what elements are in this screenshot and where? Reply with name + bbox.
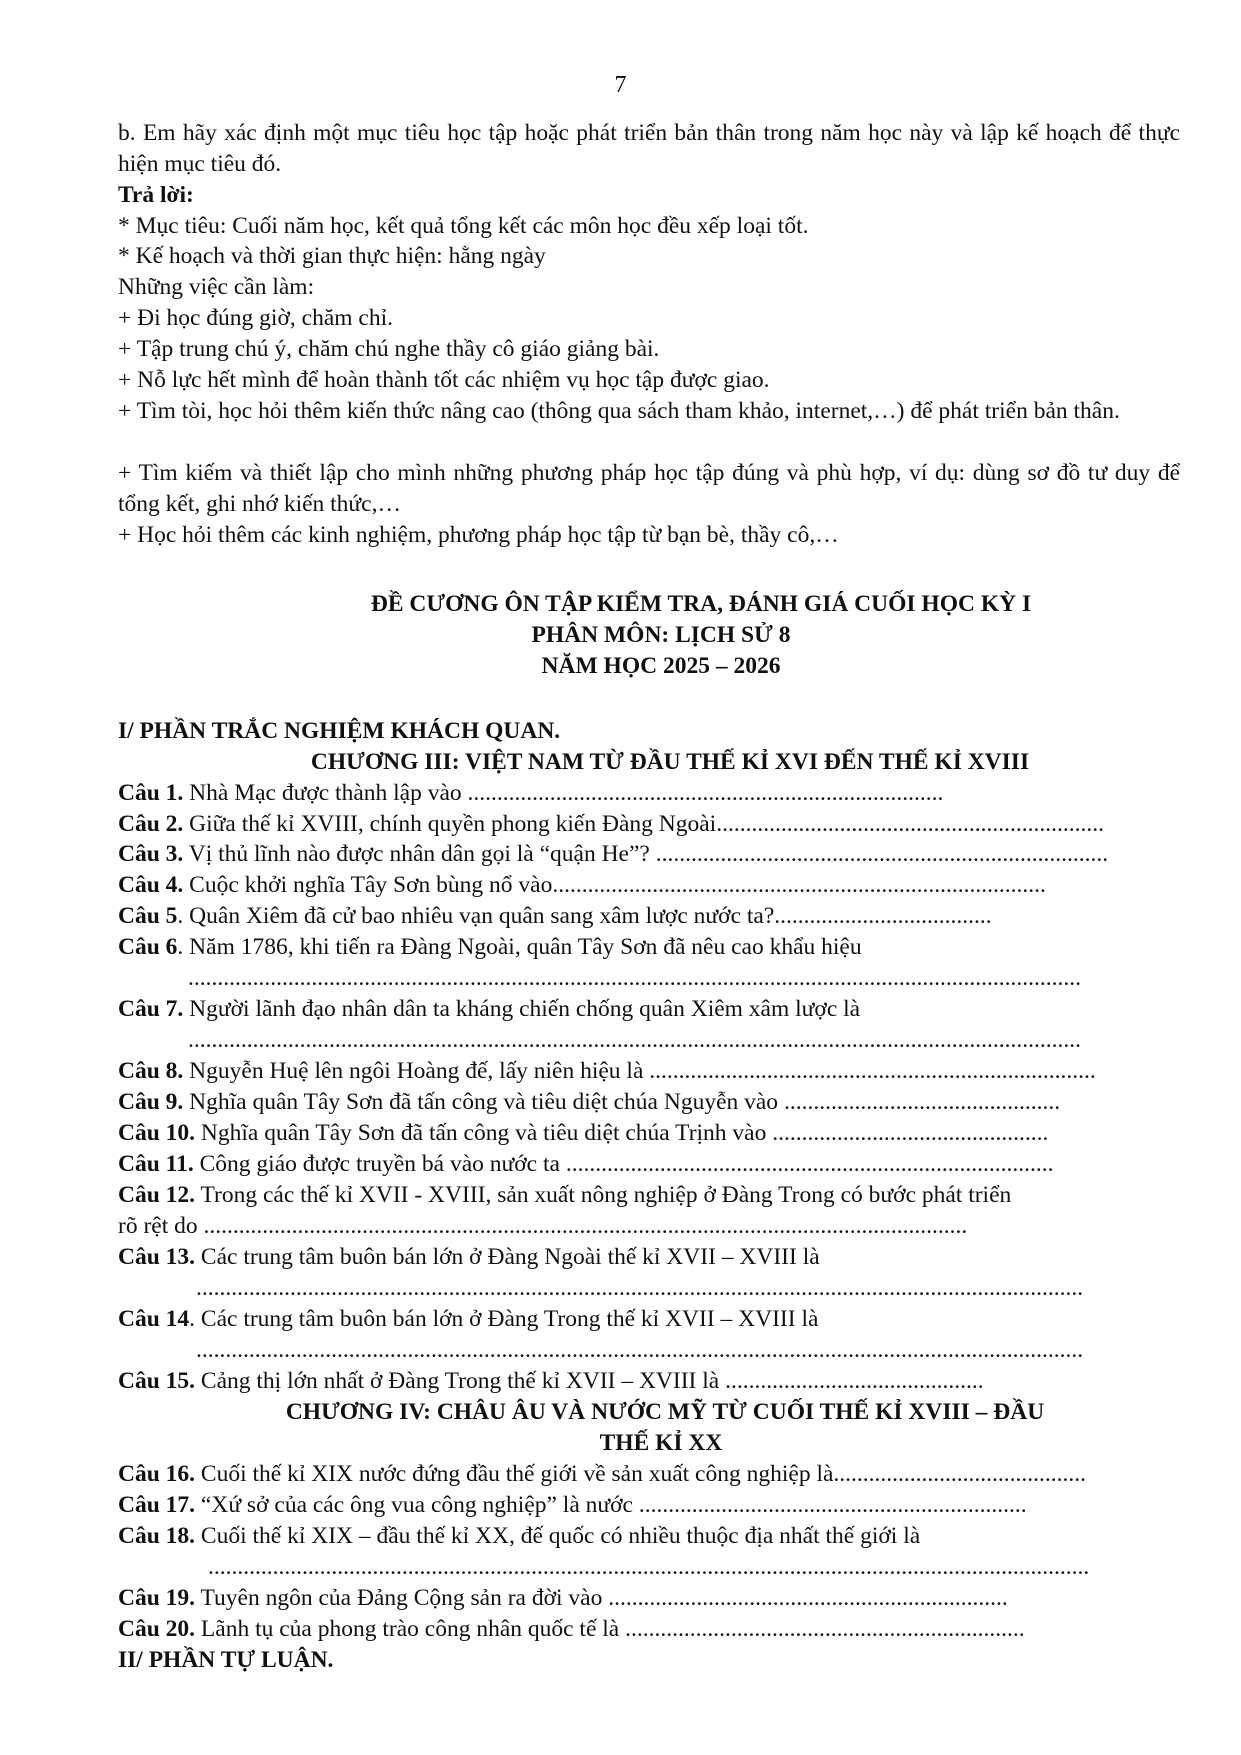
section-heading: II/ PHẦN TỰ LUẬN. (118, 1647, 334, 1673)
question-11 (118, 1149, 1180, 1180)
question-5 (118, 901, 1180, 932)
answer-line: ........................................................................................................................................................ (188, 1027, 1081, 1053)
title-line-1: ĐỀ CƯƠNG ÔN TẬP KIỂM TRA, ĐÁNH GIÁ CUỐI HỌC KỲ I (370, 591, 1032, 617)
question-text: “Xứ sở của các ông vua công nghiệp” là nước (195, 1492, 639, 1518)
question-label: Câu 16. (118, 1461, 196, 1487)
question-label: Câu 2. (118, 811, 184, 837)
answer-dots: .................................................................. (716, 811, 1104, 837)
question-text: Lãnh tụ của phong trào công nhân quốc tế là (195, 1616, 626, 1642)
chapter-heading-cont: THẾ KỈ XX (599, 1430, 723, 1456)
question-text: Các trung tâm buôn bán lớn ở Đàng Ngoài thế kỉ XVII – XVIII là (195, 1244, 820, 1270)
question-text: Nghĩa quân Tây Sơn đã tấn công và tiêu diệt chúa Trịnh vào (195, 1120, 773, 1146)
answer-dots: ............................................... (783, 1089, 1061, 1115)
answer-dots: .................................................................................... (552, 872, 1046, 898)
answer-dots: ..................................... (774, 903, 992, 929)
question-label: Câu 20. (118, 1616, 196, 1642)
question-12 (118, 1180, 1180, 1211)
question-label: Câu 12. (118, 1182, 196, 1208)
question-10 (118, 1118, 1180, 1149)
answer-line: ....................................................................................................................................................... (196, 1275, 1084, 1301)
answer-dots: ............................................ (725, 1368, 984, 1394)
answer-line: ...................................................................................................................................................... (208, 1554, 1090, 1580)
question-text: Nguyễn Huệ lên ngôi Hoàng đế, lấy niên hiệu là (183, 1058, 650, 1084)
answer-dots: ........................................... (833, 1461, 1087, 1487)
todo-item: + Học hỏi thêm các kinh nghiệm, phương pháp học tập từ bạn bè, thầy cô,… (118, 522, 839, 548)
question-13 (118, 1242, 1180, 1273)
answer-dots: .................................................................... (608, 1585, 1008, 1611)
section-heading: I/ PHẦN TRẮC NGHIỆM KHÁCH QUAN. (118, 718, 561, 744)
answer-dots: .................................................................. (638, 1492, 1027, 1518)
question-3 (118, 839, 1180, 870)
todo-item: + Nỗ lực hết mình để hoàn thành tốt các nhiệm vụ học tập được giao. (118, 367, 770, 393)
todo-item: + Tập trung chú ý, chăm chú nghe thầy cô giáo giảng bài. (118, 336, 660, 362)
question-text: rõ rệt do (118, 1213, 204, 1239)
question-label: Câu 13. (118, 1244, 196, 1270)
question-label: Câu 11. (118, 1151, 194, 1177)
question-label: Câu 8. (118, 1058, 184, 1084)
question-label: Câu 7. (118, 996, 184, 1022)
question-label: Câu 1. (118, 780, 184, 806)
answer-dots: .................................................................................................................................. (203, 1213, 968, 1239)
question-18 (118, 1521, 1180, 1552)
answer-line: ........................................................................................................................................................ (188, 965, 1081, 991)
question-label: Câu 5 (118, 903, 178, 929)
answer-dots: ............................................................................ (649, 1058, 1096, 1084)
question-label: Câu 9. (118, 1089, 184, 1115)
question-text: Cảng thị lớn nhất ở Đàng Trong thế kỉ XVII – XVIII là (195, 1368, 726, 1394)
question-20 (118, 1614, 1180, 1645)
question-label: Câu 19. (118, 1585, 196, 1611)
todo-item: + Đi học đúng giờ, chăm chỉ. (118, 305, 393, 331)
question-label: Câu 17. (118, 1492, 196, 1518)
question-19 (118, 1583, 1180, 1614)
todo-item: + Tìm tòi, học hỏi thêm kiến thức nâng cao (thông qua sách tham khảo, internet,…) để phát triển bản thân. (118, 398, 1120, 424)
title-line-2: PHÂN MÔN: LỊCH SỬ 8 (531, 622, 791, 648)
question-text: Nghĩa quân Tây Sơn đã tấn công và tiêu diệt chúa Nguyễn vào (183, 1089, 784, 1115)
question-text: Cuộc khởi nghĩa Tây Sơn bùng nổ vào (183, 872, 553, 898)
question-text: Công giáo được truyền bá vào nước ta (193, 1151, 566, 1177)
todo-label: Những việc cần làm: (118, 274, 315, 300)
question-text: . Năm 1786, khi tiến ra Đàng Ngoài, quân Tây Sơn đã nêu cao khẩu hiệu (177, 934, 862, 960)
question-label: Câu 18. (118, 1523, 196, 1549)
question-b: b. Em hãy xác định một mục tiêu học tập hoặc phát triển bản thân trong năm học này và lập kế hoạch để thực hiện mục tiêu đó. (118, 120, 1180, 177)
answer-dots: ............................................................................. (655, 841, 1109, 867)
question-7 (118, 994, 1180, 1025)
question-2 (118, 809, 1180, 840)
answer-label: Trả lời: (118, 182, 194, 208)
chapter-heading: CHƯƠNG IV: CHÂU ÂU VÀ NƯỚC MỸ TỪ CUỐI THẾ KỈ XVIII – ĐẦU (285, 1399, 1045, 1425)
question-text: . Các trung tâm buôn bán lớn ở Đàng Trong thế kỉ XVII – XVIII là (189, 1306, 819, 1332)
question-15 (118, 1366, 1180, 1397)
question-label: Câu 10. (118, 1120, 196, 1146)
question-text: Cuối thế kỉ XIX – đầu thế kỉ XX, đế quốc có nhiều thuộc địa nhất thế giới là (195, 1523, 921, 1549)
todo-item: + Tìm kiếm và thiết lập cho mình những phương pháp học tập đúng và phù hợp, ví dụ: dùng sơ đồ tư duy để tổng kết, ghi nhớ kiến thức,… (118, 460, 1180, 517)
question-9 (118, 1087, 1180, 1118)
question-label: Câu 3. (118, 841, 184, 867)
question-text: Nhà Mạc được thành lập vào (183, 780, 468, 806)
question-8 (118, 1056, 1180, 1087)
question-12-continuation (118, 1211, 1180, 1242)
question-1 (118, 778, 1180, 809)
question-label: Câu 15. (118, 1368, 196, 1394)
question-text: Người lãnh đạo nhân dân ta kháng chiến chống quân Xiêm xâm lược là (183, 996, 861, 1022)
question-text: Giữa thế kỉ XVIII, chính quyền phong kiến Đàng Ngoài (183, 811, 717, 837)
goal-text: * Mục tiêu: Cuối năm học, kết quả tổng kết các môn học đều xếp loại tốt. (118, 213, 809, 239)
question-label: Câu 4. (118, 872, 184, 898)
question-text: Cuối thế kỉ XIX nước đứng đầu thế giới về sản xuất công nghiệp là (195, 1461, 834, 1487)
answer-dots: .................................................................... (625, 1616, 1025, 1642)
question-4 (118, 870, 1180, 901)
question-text: Trong các thế kỉ XVII - XVIII, sản xuất nông nghiệp ở Đàng Trong có bước phát triển (195, 1182, 1012, 1208)
question-text: Vị thủ lĩnh nào được nhân dân gọi là “quận He”? (183, 841, 656, 867)
title-line-3: NĂM HỌC 2025 – 2026 (541, 653, 781, 679)
chapter-heading: CHƯƠNG III: VIỆT NAM TỪ ĐẦU THẾ KỈ XVI ĐẾN THẾ KỈ XVIII (310, 749, 1030, 775)
question-label: Câu 14 (118, 1306, 190, 1332)
question-16 (118, 1459, 1180, 1490)
answer-dots: ............................................... (772, 1120, 1049, 1146)
answer-dots: ................................................................................. (467, 780, 944, 806)
question-17 (118, 1490, 1180, 1521)
page-number: 7 (614, 72, 627, 98)
answer-line: ....................................................................................................................................................... (196, 1337, 1084, 1363)
question-6 (118, 932, 1180, 963)
question-text: Tuyên ngôn của Đảng Cộng sản ra đời vào (195, 1585, 609, 1611)
question-label: Câu 6 (118, 934, 178, 960)
answer-dots: ................................................................................... (565, 1151, 1054, 1177)
question-text: . Quân Xiêm đã cử bao nhiêu vạn quân sang xâm lược nước ta? (177, 903, 775, 929)
plan-text: * Kế hoạch và thời gian thực hiện: hằng ngày (118, 243, 546, 269)
question-14 (118, 1304, 1180, 1335)
